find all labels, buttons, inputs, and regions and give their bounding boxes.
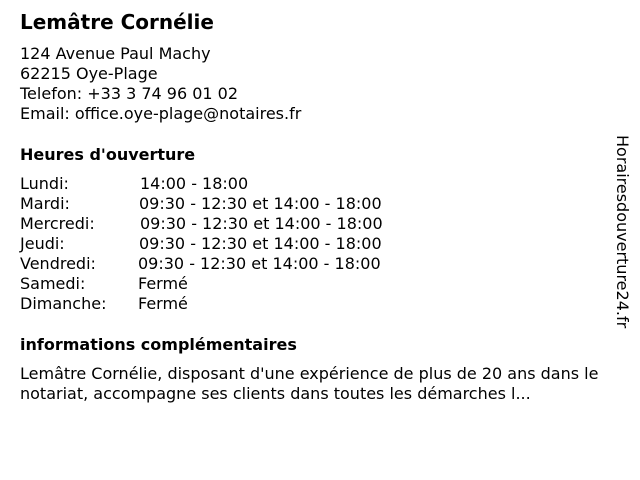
hours-day: Lundi:	[20, 174, 69, 193]
address-street: 124 Avenue Paul Machy	[20, 44, 211, 63]
address-city: 62215 Oye-Plage	[20, 64, 158, 83]
hours-day: Samedi:	[20, 274, 86, 293]
hours-day: Jeudi:	[20, 234, 65, 253]
business-name: Lemâtre Cornélie	[20, 10, 214, 34]
hours-heading: Heures d'ouverture	[20, 145, 196, 164]
hours-time: Fermé	[138, 294, 188, 313]
hours-day: Vendredi:	[20, 254, 96, 273]
hours-time: 14:00 - 18:00	[140, 174, 249, 193]
hours-time: 09:30 - 12:30 et 14:00 - 18:00	[139, 194, 382, 213]
hours-day: Dimanche:	[20, 294, 107, 313]
hours-time: 09:30 - 12:30 et 14:00 - 18:00	[139, 234, 382, 253]
hours-time: Fermé	[138, 274, 188, 293]
watermark	[612, 135, 632, 345]
email-text: Email: office.oye-plage@notaires.fr	[20, 104, 302, 123]
watermark-text: Horairesdouverture24.fr	[613, 135, 632, 329]
hours-day: Mercredi:	[20, 214, 95, 233]
phone-text: Telefon: +33 3 74 96 01 02	[20, 84, 239, 103]
hours-day: Mardi:	[20, 194, 70, 213]
info-heading: informations complémentaires	[20, 335, 297, 354]
hours-time: 09:30 - 12:30 et 14:00 - 18:00	[140, 214, 383, 233]
contact-block	[20, 44, 301, 124]
hours-time: 09:30 - 12:30 et 14:00 - 18:00	[138, 254, 381, 273]
business-description: Lemâtre Cornélie, disposant d'une expérience de plus de 20 ans dans le notariat, accompagne ses clients dans toutes les démarches l...	[20, 364, 599, 403]
